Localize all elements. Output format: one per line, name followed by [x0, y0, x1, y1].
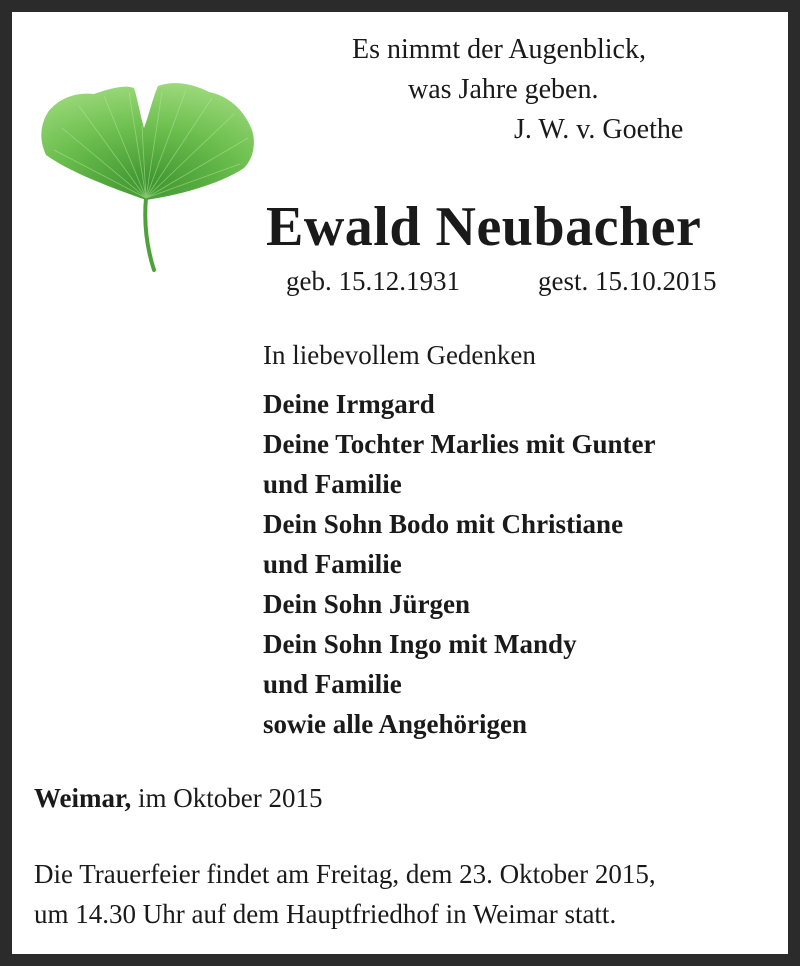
funeral-notice-line: um 14.30 Uhr auf dem Hauptfriedhof in Weimar statt. [34, 899, 617, 929]
deceased-name: Ewald Neubacher [266, 196, 702, 258]
mourner-line: Dein Sohn Bodo mit Christiane [263, 509, 624, 539]
mourner-line: und Familie [263, 469, 402, 499]
mourner-line: Deine Irmgard [263, 389, 435, 419]
place-city: Weimar, [34, 783, 132, 813]
mourner-line: und Familie [263, 549, 402, 579]
mourner-line: Dein Sohn Ingo mit Mandy [263, 629, 577, 659]
mourner-line: sowie alle Angehörigen [263, 709, 527, 739]
quote-author: J. W. v. Goethe [514, 114, 684, 145]
place-date: im Oktober 2015 [138, 783, 323, 813]
birth-date: geb. 15.12.1931 [286, 266, 460, 296]
quote-line: Es nimmt der Augenblick, [352, 34, 646, 65]
funeral-notice-line: Die Trauerfeier findet am Freitag, dem 23. Oktober 2015, [34, 859, 656, 889]
mourners-list [263, 384, 655, 744]
mourner-line: Deine Tochter Marlies mit Gunter [263, 429, 656, 459]
death-date: gest. 15.10.2015 [538, 266, 717, 296]
ginkgo-leaf-icon [34, 70, 264, 280]
funeral-notice [34, 854, 656, 934]
place-date-line [34, 783, 322, 814]
quote-line: was Jahre geben. [408, 74, 599, 105]
remembrance-line: In liebevollem Gedenken [263, 340, 536, 370]
mourner-line: Dein Sohn Jürgen [263, 589, 471, 619]
mourner-line: und Familie [263, 669, 402, 699]
